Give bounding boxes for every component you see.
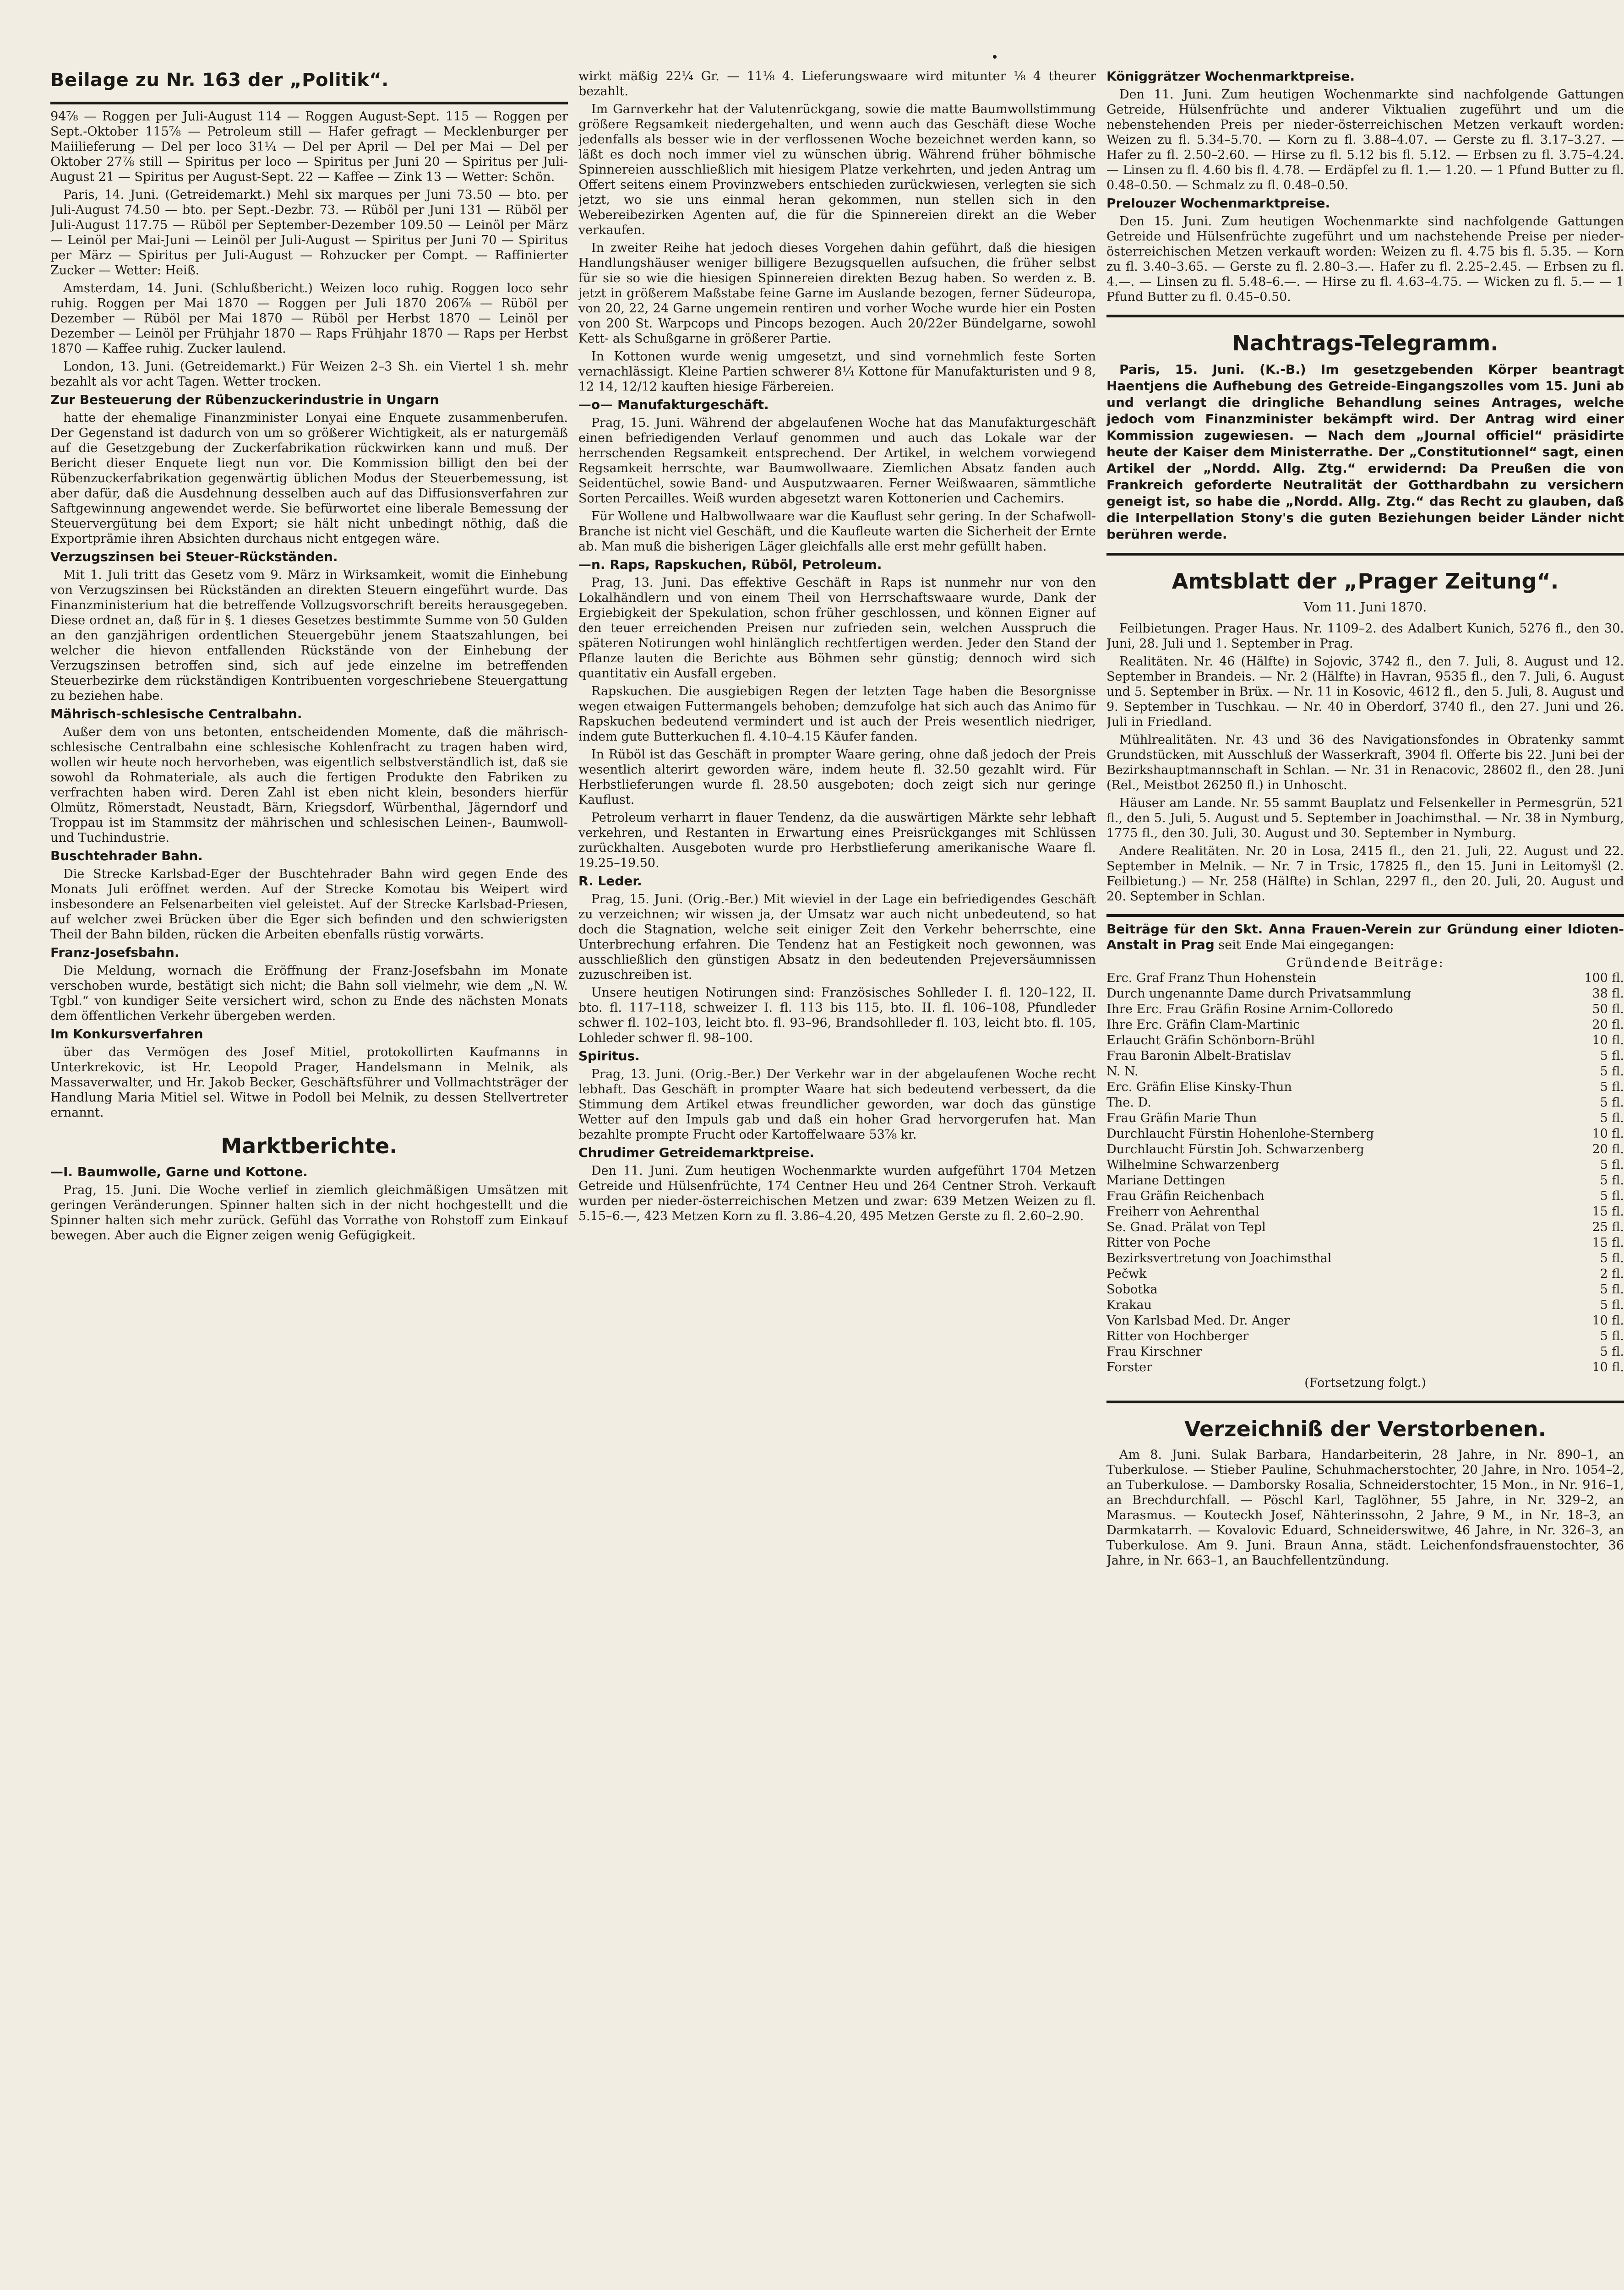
donor-name: Forster — [1106, 1360, 1153, 1374]
article-raps: Prag, 13. Juni. Das effektive Geschäft in Raps ist nunmehr nur von den Lokalhändlern und von einem Theil von Herrschaftswaare wurde, Dank der Ergiebigkeit der Spekulation, schon früher geschlossen, und können Eigner auf den teuer erreichenden Preisen nur zufrieden sein, welchen Ausspruch die späteren Notirungen wohl hinlänglich rechtfertigen werden. Jeder den Stand der Pflanze lauten die Berichte aus Böhmen sehr günstig; dennoch wird sich quantitativ ein Ausfall ergeben. — [578, 576, 1096, 681]
ink-dot — [993, 55, 997, 59]
donation-row — [1106, 1095, 1624, 1111]
article-franz-josefsbahn: Die Meldung, wornach die Eröffnung der Franz-Josefsbahn im Monate verschoben wurde, bestätigt sich nicht; die Bahn soll vielmehr, wie dem „N. W. Tgbl.“ von kundiger Seite versichert wird, schon zu Ende des nächsten Monats dem öffentlichen Verkehr übergeben werden. — [50, 964, 568, 1023]
donation-amount: 10 fl. — [1592, 1314, 1624, 1328]
heading-franz-josefsbahn: Franz-Josefsbahn. — [50, 945, 180, 960]
article-verzugszinsen: Mit 1. Juli tritt das Gesetz vom 9. März in Wirksamkeit, womit die Einhebung von Verzugszinsen bei Rückständen an direkten Steuern eingeführt wurde. Das Finanzministerium hat die betreffende Vollzugsvorschrift bereits herausgegeben. Diese ordnet an, daß für in §. 1 dieses Gesetzes bestimmte Summe von 50 Gulden an den ganzjährigen ordentlichen Steuergebühr jenem Staatszahlungen, bei welcher die hievon entfallenden Rückstände von der Einhebung der Verzugszinsen betroffen sind, sich auf jede einzelne im betreffenden Steuerbezirke dem rückständigen Kontribuenten vorgeschriebene Steuergattung zu beziehen habe. — [50, 568, 568, 703]
donor-name: Ritter von Hochberger — [1106, 1329, 1249, 1343]
heading-verstorbenen: Verzeichniß der Verstorbenen. — [1184, 1417, 1547, 1441]
donation-amount: 5 fl. — [1600, 1173, 1624, 1188]
donor-name: Bezirksvertretung von Joachimsthal — [1106, 1251, 1332, 1265]
fortsetzung-note: (Fortsetzung folgt.) — [1304, 1376, 1426, 1390]
heading-koeniggraetz: Königgrätzer Wochenmarktpreise. — [1106, 69, 1355, 84]
donor-name: Frau Baronin Albelt-Bratislav — [1106, 1049, 1291, 1063]
article-feilbietungen: Feilbietungen. Prager Haus. Nr. 1109–2. des Adalbert Kunich, 5276 fl., den 30. Juni, 28. Juli und 1. September in Prag. — [1106, 622, 1624, 651]
donation-row — [1106, 1251, 1624, 1266]
donor-name: Krakau — [1106, 1298, 1152, 1312]
donation-row — [1106, 1282, 1624, 1298]
heading-baumwolle: —I. Baumwolle, Garne und Kottone. — [50, 1164, 308, 1179]
article-verstorbenen: Am 8. Juni. Sulak Barbara, Handarbeiterin, 28 Jahre, in Nr. 890–1, an Tuberkulose. — Stieber Pauline, Schuhmacherstochter, 20 Jahre, in Nro. 1054–2, an Tuberkulose. — Damborsky Rosalia, Schneiderstochter, 15 Mon., in Nr. 916–1, an Brechdurchfall. — Pöschl Karl, Taglöhner, 55 Jahre, in Nr. 329–2, an Marasmus. — Kouteckh Josef, Nähterinssohn, 2 Jahre, 9 M., in Nr. 18–3, an Darmkatarrh. — Kovalovic Eduard, Schneiderswitwe, 46 Jahre, in Nr. 326–3, an Tuberkulose. Am 9. Juni. Braun Anna, städt. Leichenfondsfrauenstochter, 36 Jahre, in Nr. 663–1, an Bauchfellentzündung. — [1106, 1448, 1624, 1568]
donation-row — [1106, 1080, 1624, 1095]
column-1 — [50, 69, 568, 2290]
donor-name: Mariane Dettingen — [1106, 1173, 1226, 1188]
col2-intro: wirkt mäßig 22¼ Gr. — 11⅛ 4. Lieferungswaare wird mitunter ⅛ 4 theurer bezahlt. — [578, 69, 1096, 98]
donation-row — [1106, 1173, 1624, 1189]
donation-row — [1106, 1111, 1624, 1126]
article-haeuser: Häuser am Lande. Nr. 55 sammt Bauplatz und Felsenkeller in Permesgrün, 521 fl., den 5. Juli, 5. August und 5. September in Joachimsthal. — Nr. 38 in Nymburg, 1775 fl., den 30. Juli, 30. August und 30. September in Nymburg. — [1106, 796, 1624, 840]
donation-amount: 5 fl. — [1600, 1158, 1624, 1172]
donor-name: Ritter von Poche — [1106, 1236, 1211, 1250]
donation-amount: 5 fl. — [1600, 1080, 1624, 1094]
article-andere-realitaeten: Andere Realitäten. Nr. 20 in Losa, 2415 fl., den 21. Juli, 22. August und 22. September in Melnik. — Nr. 7 in Trsic, 17825 fl., den 15. Juni in Leitomyšl (2. Feilbietung.) — Nr. 258 (Hälfte) in Schlan, 2297 fl., den 20. Juli, 20. August und 20. September in Schlan. — [1106, 844, 1624, 904]
heading-maehrisch: Mährisch-schlesische Centralbahn. — [50, 706, 302, 721]
beitraege-intro: seit Ende Mai eingegangen: — [1218, 938, 1395, 952]
donor-name: N. N. — [1106, 1064, 1139, 1079]
donor-name: Ihre Erc. Gräfin Clam-Martinic — [1106, 1018, 1300, 1032]
donation-row — [1106, 1064, 1624, 1080]
donation-row — [1106, 1142, 1624, 1157]
donation-amount: 10 fl. — [1592, 1127, 1624, 1141]
donor-name: Frau Kirschner — [1106, 1345, 1202, 1359]
heading-raps: —n. Raps, Rapskuchen, Rüböl, Petroleum. — [578, 557, 882, 572]
london-market: London, 13. Juni. (Getreidemarkt.) Für Weizen 2–3 Sh. ein Viertel 1 sh. mehr bezahlt als vor acht Tagen. Wetter trocken. — [50, 360, 568, 389]
donation-amount: 5 fl. — [1600, 1282, 1624, 1297]
donor-name: Frau Gräfin Reichenbach — [1106, 1189, 1264, 1203]
amtsblatt-date: Vom 11. Juni 1870. — [1303, 600, 1427, 615]
paris-market: Paris, 14. Juni. (Getreidemarkt.) Mehl six marques per Juni 73.50 — bto. per Juli-August 74.50 — bto. per Sept.-Dezbr. 73. — Rüböl per Juni 131 — Rüböl per Juli-August 117.75 — Rüböl per September-Dezember 109.50 — Leinöl per März — Leinöl per Mai-Juni — Leinöl per Juli-August — Spiritus per Juni 70 — Spiritus per März — Spiritus per Juli-August — Rohzucker per Compt. — Raffinierter Zucker — Wetter: Heiß. — [50, 188, 568, 278]
article-manufaktur: Prag, 15. Juni. Während der abgelaufenen Woche hat das Manufakturgeschäft einen befriedigenden Verlauf genommen und auch das Lokale war der herrschenden Regsamkeit entsprechend. Der Artikel, in welchem vorwiegend Regsamkeit herrschte, war Baumwollwaare. Ziemlichen Absatz fanden auch Seidentüchel, sowie Band- und Ausputzwaaren. Ferner Weißwaaren, sämmtliche Sorten Percailles. Weiß wurden abgesetzt waren Kottonerien und Cachemirs. — [578, 416, 1096, 506]
donation-row — [1106, 1329, 1624, 1344]
donor-name: The. D. — [1106, 1096, 1151, 1110]
article-kottone: In Kottonen wurde wenig umgesetzt, und sind vornehmlich feste Sorten vernachlässigt. Kleine Partien schwerer 8¼ Kottone für Manufakturisten und 9 8, 12 14, 12/12 kauften hiesige Färbereien. — [578, 349, 1096, 394]
donor-name: Erc. Graf Franz Thun Hohenstein — [1106, 971, 1317, 985]
donation-amount: 38 fl. — [1592, 987, 1624, 1001]
donor-name: Ihre Erc. Frau Gräfin Rosine Arnim-Colloredo — [1106, 1002, 1393, 1016]
market-intro: 94⅞ — Roggen per Juli-August 114 — Roggen August-Sept. 115 — Roggen per Sept.-Oktober 115⅞ — Petroleum still — Hafer gefragt — Mecklenburger per Maiilieferung — Del per loco 31¼ — Del per April — Del per Mai — Del per Oktober 27⅞ still — Spiritus per loco — Spiritus per Juni 20 — Spiritus per Juli-August 21 — Spiritus per August-Sept. 22 — Kaffee — Zink 13 — Wetter: Schön. — [50, 109, 568, 184]
article-realitaeten: Realitäten. Nr. 46 (Hälfte) in Sojovic, 3742 fl., den 7. Juli, 8. August und 12. September in Brandeis. — Nr. 2 (Hälfte) in Havran, 9535 fl., den 7. Juli, 6. August und 5. September in Brüx. — Nr. 11 in Kosovic, 4612 fl., den 5. Juli, 8. August und 9. September in Tuschkau. — Nr. 40 in Oberdorf, 3740 fl., den 27. Juni und 26. Juli in Friedland. — [1106, 654, 1624, 729]
article-maehrisch: Außer dem von uns betonten, entscheidenden Momente, daß die mährisch-schlesische Centralbahn eine schlesische Kohlenfracht zu tragen haben wird, wollen wir heute noch hervorheben, was eigentlich selbstverständlich ist, daß sie sowohl da Rohmateriale, als auch die fertigen Produkte den Fabriken zu verfrachten haben wird. Deren Zahl ist eben nicht klein, besonders hierfür Olmütz, Römerstadt, Neustadt, Bärn, Kriegsdorf, Würbenthal, Jägerndorf und Troppau ist im Stammsitz der mährischen und schlesischen Leinen-, Baumwoll- und Tuchindustrie. — [50, 725, 568, 845]
donation-row — [1106, 1313, 1624, 1329]
donor-name: Freiherr von Aehrenthal — [1106, 1205, 1259, 1219]
donor-name: Durch ungenannte Dame durch Privatsammlung — [1106, 987, 1411, 1001]
rule-before-amtsblatt — [1106, 553, 1624, 556]
donation-row — [1106, 1266, 1624, 1282]
article-chrudim: Den 11. Juni. Zum heutigen Wochenmarkte wurden aufgeführt 1704 Metzen Getreide und Hülsenfrüchte, 174 Centner Heu und 264 Centner Stroh. Verkauft wurden per nieder-österreichischen Metzen und zwar: 639 Metzen Weizen zu fl. 5.15–6.—, 423 Metzen Korn zu fl. 3.86–4.20, 495 Metzen Gerste zu fl. 2.60–2.90. — [578, 1164, 1096, 1223]
donor-name: Durchlaucht Fürstin Hohenlohe-Sternberg — [1106, 1127, 1374, 1141]
article-rapskuchen: Rapskuchen. Die ausgiebigen Regen der letzten Tage haben die Besorgnisse wegen etwaigen Futtermangels behoben; demzufolge hat sich auch das Animo für Rapskuchen bedeutend vermindert und ist auch der Preis wesentlich niedriger, indem gute Butterkuchen fl. 4.10–4.15 Käufer fanden. — [578, 684, 1096, 744]
rule-before-beitraege — [1106, 914, 1624, 917]
donor-name: Wilhelmine Schwarzenberg — [1106, 1158, 1279, 1172]
heading-verzugszinsen: Verzugszinsen bei Steuer-Rückständen. — [50, 549, 338, 564]
donation-amount: 50 fl. — [1592, 1002, 1624, 1016]
heading-konkurs: Im Konkursverfahren — [50, 1026, 203, 1041]
article-koeniggraetz: Den 11. Juni. Zum heutigen Wochenmarkte sind nachfolgende Gattungen Getreide, Hülsenfrüchte und anderer Viktualien zugeführt und um die nebenstehenden Preis per nieder-österreichischen Metzen verkauft worden: Weizen zu fl. 5.34–5.70. — Korn zu fl. 3.88–4.07. — Gerste zu fl. 3.17–3.27. — Hafer zu fl. 2.50–2.60. — Hirse zu fl. 5.12 bis fl. 5.12. — Erbsen zu fl. 3.75–4.24. — Linsen zu fl. 4.60 bis fl. 4.78. — Erdäpfel zu fl. 1.— 1.20. — 1 Pfund Butter zu fl. 0.48–0.50. — Schmalz zu fl. 0.48–0.50. — [1106, 87, 1624, 192]
article-zweite-reihe: In zweiter Reihe hat jedoch dieses Vorgehen dahin geführt, daß die hiesigen Handlungshäuser weniger billigere Bezugsquellen aufsuchen, die früher selbst für sie so wie die hiesigen Spinnereien direkten Bezug haben. So werden z. B. jetzt in größerem Maßstabe feine Garne im Auslande bezogen, ferner Südeuropa, von 20, 22, 24 Garne ungemein rentiren und vorher Woche wurde hier ein Posten von 200 St. Warpcops und Pincops bezogen. Auch 20/22er Bündelgarne, sowohl Kett- als Schußgarne in größerer Partie. — [578, 241, 1096, 346]
donor-name: Frau Gräfin Marie Thun — [1106, 1111, 1257, 1125]
page-headline: Beilage zu Nr. 163 der „Politik“. — [50, 70, 389, 91]
article-muehlrealitaeten: Mühlrealitäten. Nr. 43 und 36 des Navigationsfondes in Obratenky sammt Grundstücken, mit Ausschluß der Wasserkraft, 3904 fl. Offerte bis 22. Juni bei der Bezirkshauptmannschaft in Schlan. — Nr. 31 in Renacovic, 28602 fl., den 28. Juni (Rel., Meistbot 26250 fl.) in Unhoscht. — [1106, 733, 1624, 792]
heading-prelouc: Prelouzer Wochenmarktpreise. — [1106, 196, 1330, 211]
heading-amtsblatt: Amtsblatt der „Prager Zeitung“. — [1172, 569, 1559, 594]
donation-amount: 100 fl. — [1584, 971, 1624, 985]
heading-chrudim: Chrudimer Getreidemarktpreise. — [578, 1145, 814, 1160]
donations-table — [1106, 971, 1624, 1375]
donation-row — [1106, 1235, 1624, 1251]
donor-name: Erlaucht Gräfin Schönborn-Brühl — [1106, 1033, 1315, 1047]
donation-row — [1106, 1344, 1624, 1360]
donation-row — [1106, 1204, 1624, 1220]
donation-amount: 5 fl. — [1600, 1189, 1624, 1203]
article-buschtehrader: Die Strecke Karlsbad-Eger der Buschtehrader Bahn wird gegen Ende des Monats Juli eröffnet werden. Auf der Strecke Komotau bis Weipert wird insbesondere an Felsenarbeiten viel geleistet. Auf der Strecke Karlsbad-Priesen, auf welcher zwei Brücken über die Eger sich befinden und den schwierigsten Theil der Bahn bilden, rücken die Arbeiten ebenfalls rüstig vorwärts. — [50, 867, 568, 942]
donation-amount: 5 fl. — [1600, 1345, 1624, 1359]
article-ruebenzucker: hatte der ehemalige Finanzminister Lonyai eine Enquete zusammenberufen. Der Gegenstand ist dadurch von um so größerer Wichtigkeit, als er naturgemäß auf die Gesetzgebung der Zuckerfabrikation rückwirken kann und muß. Der Bericht dieser Enquete liegt nun vor. Die Kommission billigt den bei der Rübenzuckerfabrikation gegenwärtig üblichen Modus der Steuerbemessung, ist aber dafür, daß die Ausdehnung desselben auch auf das Diffusionsverfahren zur Saftgewinnung angewendet werde. Sie befürwortet eine liberale Bemessung der Steuervergütung bei dem Export; sie hält nicht unbedingt nöthig, daß die Exportprämie ihren Absichten durchaus nicht entgegen wäre. — [50, 411, 568, 546]
donation-amount: 5 fl. — [1600, 1298, 1624, 1312]
donation-row — [1106, 1157, 1624, 1173]
donation-amount: 20 fl. — [1592, 1142, 1624, 1156]
heading-manufaktur: —o— Manufakturgeschäft. — [578, 397, 769, 412]
heading-gruendende: Gründende Beiträge: — [1286, 956, 1444, 970]
heading-buschtehrader: Buschtehrader Bahn. — [50, 848, 203, 863]
amsterdam-market: Amsterdam, 14. Juni. (Schlußbericht.) Weizen loco ruhig. Roggen loco sehr ruhig. Roggen per Mai 1870 — Roggen per Juli 1870 206⅞ — Rüböl per Dezember — Rüböl per Mai 1870 — Rüböl per Herbst 1870 — Leinöl per Dezember — Leinöl per Frühjahr 1870 — Raps Frühjahr 1870 — Raps per Herbst 1870 — Kaffee ruhig. Zucker laulend. — [50, 281, 568, 356]
donation-row — [1106, 986, 1624, 1002]
donation-row — [1106, 1298, 1624, 1313]
heading-beitraege: Beiträge für den Skt. Anna Frauen-Verein zur Gründung einer Idioten-Anstalt in Prag — [1106, 921, 1624, 952]
article-notirungen: Unsere heutigen Notirungen sind: Französisches Sohlleder I. fl. 120–122, II. bto. fl. 117–118, schweizer I. fl. 113 bis 115, bto. II. fl. 106–108, Pfundleder schwer fl. 102–103, leicht bto. fl. 93–96, Brandsohlleder fl. 103, leicht bto. fl. 105, Lohleder schwer fl. 98–100. — [578, 986, 1096, 1045]
donor-name: Pečwk — [1106, 1267, 1147, 1281]
donation-amount: 5 fl. — [1600, 1064, 1624, 1079]
heading-telegramm: Nachtrags-Telegramm. — [1232, 331, 1499, 355]
article-prelouc: Den 15. Juni. Zum heutigen Wochenmarkte sind nachfolgende Gattungen Getreide und Hülsenfrüchte zugeführt und um nachstehende Preise per nieder-österreichischen Metzen verkauft worden: Weizen zu fl. 4.75 bis fl. 5.35. — Korn zu fl. 3.40–3.65. — Gerste zu fl. 2.80–3.—. Hafer zu fl. 2.25–2.45. — Erbsen zu fl. 4.—. — Linsen zu fl. 5.48–6.—. — Hirse zu fl. 4.63–4.75. — Wicken zu fl. 5.— — 1 Pfund Butter zu fl. 0.45–0.50. — [1106, 214, 1624, 304]
article-baumwolle: Prag, 15. Juni. Die Woche verlief in ziemlich gleichmäßigen Umsätzen mit geringen Veränderungen. Spinner halten sich in der nicht hochgestellt und die Spinner halten sich mehr zurück. Gefühl das Vorrathe von Rohstoff zum Einkauf bewegen. Aber auch die Eigner zeigen wenig Gefügigkeit. — [50, 1183, 568, 1243]
columns — [50, 69, 1624, 2290]
donation-row — [1106, 1189, 1624, 1204]
donation-amount: 2 fl. — [1600, 1267, 1624, 1281]
donation-amount: 15 fl. — [1592, 1205, 1624, 1219]
donation-amount: 15 fl. — [1592, 1236, 1624, 1250]
article-ruebol: In Rüböl ist das Geschäft in prompter Waare gering, ohne daß jedoch der Preis wesentlich alterirt geworden wäre, indem heute fl. 32.50 gezahlt wird. Für Herbstlieferungen wurde fl. 28.50 ausgeboten; doch zeigt sich nur geringe Kauflust. — [578, 747, 1096, 807]
headline-rule — [50, 102, 568, 104]
donation-amount: 5 fl. — [1600, 1329, 1624, 1343]
donation-amount: 20 fl. — [1592, 1018, 1624, 1032]
heading-leder: R. Leder. — [578, 873, 642, 889]
rule-before-verstorbenen — [1106, 1401, 1624, 1403]
rule-before-telegramm — [1106, 315, 1624, 317]
donor-name: Erc. Gräfin Elise Kinsky-Thun — [1106, 1080, 1292, 1094]
donation-row — [1106, 971, 1624, 986]
article-spiritus: Prag, 13. Juni. (Orig.-Ber.) Der Verkehr war in der abgelaufenen Woche recht lebhaft. Das Geschäft in prompter Waare hat sich bedeutend verbessert, da die Stimmung dem Artikel etwas freundlicher geworden, war doch das günstige Wetter auf den Impuls gab und daß ein hoher Grad hervorgerufen hat. Man bezahlte prompte Frucht oder Kartoffelwaare 53⅞ kr. — [578, 1067, 1096, 1142]
article-leder: Prag, 15. Juni. (Orig.-Ber.) Mit wieviel in der Lage ein befriedigendes Geschäft zu verzeichnen; wir wissen ja, der Umsatz war auch nicht unbedeutend, so hat doch die Stagnation, welche seit einiger Zeit den Verkehr beherrschte, eine Unterbrechung erfahren. Die Tendenz hat an Festigkeit noch gewonnen, was ausschließlich den günstigen Absatz in den bedeutenden Prejeversäumnissen zuzuschreiben ist. — [578, 892, 1096, 982]
donor-name: Sobotka — [1106, 1282, 1158, 1297]
heading-ruebenzucker: Zur Besteuerung der Rübenzuckerindustrie in Ungarn — [50, 392, 439, 407]
article-telegramm: Paris, 15. Juni. (K.-B.) Im gesetzgebenden Körper beantragt Haentjens die Aufhebung des Getreide-Eingangszolles vom 15. Juni ab und verlangt die dringliche Behandlung seines Antrages, welche jedoch vom Finanzminister bekämpft wird. Der Antrag wird einer Kommission zugewiesen. — Nach dem „Journal officiel“ präsidirte heute der Kaiser dem Ministerrathe. Der „Constitutionnel“ sagt, einen Artikel der „Nordd. Allg. Ztg.“ erwidernd: Da Preußen die von Frankreich geforderte Neutralität der Gotthardbahn zu versichern geneigt ist, so habe die „Nordd. Allg. Ztg.“ das Recht zu glauben, daß die Interpellation Stony's die guten Beziehungen beider Länder nicht berühren werde. — [1106, 362, 1624, 542]
donation-row — [1106, 1126, 1624, 1142]
donor-name: Durchlaucht Fürstin Joh. Schwarzenberg — [1106, 1142, 1364, 1156]
column-2 — [578, 69, 1096, 2290]
donation-row — [1106, 1048, 1624, 1064]
heading-marktberichte: Marktberichte. — [221, 1134, 398, 1158]
article-schafwoll: Für Wollene und Halbwollwaare war die Kauflust sehr gering. In der Schafwoll-Branche ist nicht viel Geschäft, und die Kaufleute warten die Sicherheit der Ernte ab. Man muß die bisherigen Läger gleichfalls alle erst mehr gefüllt haben. — [578, 509, 1096, 554]
heading-spiritus: Spiritus. — [578, 1048, 640, 1063]
donation-amount: 5 fl. — [1600, 1049, 1624, 1063]
donation-amount: 5 fl. — [1600, 1096, 1624, 1110]
column-3 — [1106, 69, 1624, 2290]
donation-amount: 10 fl. — [1592, 1033, 1624, 1047]
donor-name: Von Karlsbad Med. Dr. Anger — [1106, 1314, 1290, 1328]
article-garnverkehr: Im Garnverkehr hat der Valutenrückgang, sowie die matte Baumwollstimmung größere Regsamkeit niedergehalten, und wenn auch das Geschäft diese Woche jedenfalls als besser wie in der verflossenen Woche bezeichnet werden kann, so läßt es doch noch immer viel zu wünschen übrig. Während früher böhmische Spinnereien ausschließlich mit hiesigem Platze verkehrten, und jeden Antrag um Offert seitens einem Provinzwebers entschieden zurückwiesen, verlegten sie sich jetzt, wo sie uns einmal heran gekommen, nun stellen sich in den Webereibezirken Agenten auf, die für die Spinnereien direkt an die Weber verkaufen. — [578, 102, 1096, 237]
donation-row — [1106, 1002, 1624, 1017]
donation-amount: 5 fl. — [1600, 1111, 1624, 1125]
donation-row — [1106, 1033, 1624, 1048]
donation-amount: 25 fl. — [1592, 1220, 1624, 1234]
donation-row — [1106, 1017, 1624, 1033]
donation-row — [1106, 1220, 1624, 1235]
donor-name: Se. Gnad. Prälat von Tepl — [1106, 1220, 1266, 1234]
donation-amount: 5 fl. — [1600, 1251, 1624, 1265]
donation-amount: 10 fl. — [1592, 1360, 1624, 1374]
article-konkurs: über das Vermögen des Josef Mitiel, protokollirten Kaufmanns in Unterkrekovic, ist Hr. Leopold Prager, Handelsmann in Melnik, als Massaverwalter, und Hr. Jakob Becker, Geschäftsführer und Vollmachtsträger der Handlung Maria Mitiel sel. Witwe in Podoll bei Melnik, zu dessen Stellvertreter ernannt. — [50, 1045, 568, 1120]
donation-row — [1106, 1360, 1624, 1375]
article-petroleum: Petroleum verharrt in flauer Tendenz, da die auswärtigen Märkte sehr lebhaft verkehren, und Restanten in Erwartung eines Preisrückganges mit Schlüssen zurückhalten. Ausgeboten wurde pro Herbstlieferung amerikanische Waare fl. 19.25–19.50. — [578, 811, 1096, 870]
